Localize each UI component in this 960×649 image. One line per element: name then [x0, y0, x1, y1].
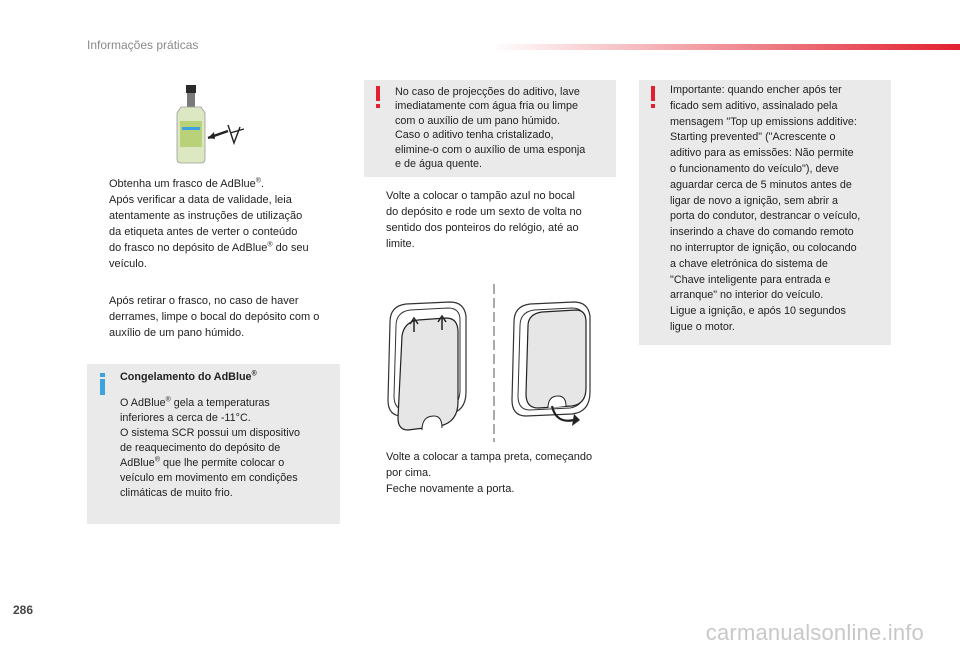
pour-arrowhead — [208, 132, 215, 139]
info-box-body: O AdBlue® gela a temperaturas inferiores a cerca de -11°C. O sistema SCR possui um dispositivo de reaquecimento do depósito de AdBlue® que lhe permite colocar o veículo em movimento em condições climáticas de muito frio. — [120, 396, 301, 499]
step-refit-blue-cap-text: Volte a colocar o tampão azul no bocal do depósito e rode um sexto de volta no sentido dos ponteiros do relógio, até ao limite. — [386, 190, 582, 250]
step-clean-filler-text: Após retirar o frasco, no caso de haver derrames, limpe o bocal do depósito com o auxílio de um pano húmido. — [109, 295, 320, 339]
bottle-cap — [186, 85, 196, 93]
bullet-icon — [364, 188, 386, 252]
steps-refit-cover — [364, 449, 619, 497]
header-accent-bar — [490, 44, 960, 50]
warning-important-text: Importante: quando encher após ter ficado sem aditivo, assinalado pela mensagem "Top up emissions additive: Starting prevented" ("Acrescente o aditivo para as emissões: Não permite o funcionamento do veículo"), deve aguardar cerca de 5 minutos antes de ligar de novo a ignição, sem abrir a porta do condutor, destrancar o veículo, inserindo a chave do comando remoto no interruptor de ignição, ou colocando a chave eletrónica do sistema de "Chave inteligente para entrada e arranque" no interior do veículo. Ligue a ignição, e após 10 segundos ligue o motor. — [670, 84, 861, 333]
info-box-freezing — [87, 364, 340, 524]
warning-icon — [650, 86, 656, 108]
warning-splashes-text: No caso de projecções do aditivo, lave imediatamente com água fria ou limpe com o auxílio de um pano húmido. Caso o aditivo tenha cristalizado, elimine-o com o auxílio de uma esponja e de água quente. — [395, 86, 586, 171]
warning-box-important — [639, 80, 891, 345]
warning-icon — [375, 86, 381, 108]
bullet-icon — [87, 293, 109, 341]
adblue-bottle-illustration — [172, 83, 254, 165]
bullet-icon — [364, 481, 386, 497]
page-number: 286 — [13, 603, 34, 617]
warning-box-splashes — [364, 80, 616, 177]
bottle-label-stripe — [182, 127, 200, 130]
cover-refit-illustration — [378, 282, 608, 444]
step-get-bottle-text: Obtenha um frasco de AdBlue®. Após verificar a data de validade, leia atentamente as instruções de utilização da etiqueta antes de verter o conteúdo do frasco no depósito de AdBlue® do seu veículo. — [109, 177, 309, 270]
info-box-title: Congelamento do AdBlue® — [120, 370, 257, 383]
bottle-label — [180, 121, 202, 147]
step-refit-blue-cap — [364, 188, 616, 252]
step-refit-black-cover: Volte a colocar a tampa preta, começando por cima. — [364, 449, 619, 481]
step-clean-filler — [87, 293, 345, 341]
bottle-neck — [187, 93, 195, 107]
step-get-bottle — [87, 176, 342, 272]
bullet-icon — [364, 449, 386, 481]
section-title: Informações práticas — [87, 38, 199, 52]
info-icon — [100, 373, 106, 395]
rotate-arrowhead — [572, 414, 580, 426]
step-close-door: Feche novamente a porta. — [364, 481, 619, 497]
filler-neck-sketch — [228, 125, 244, 143]
left-cover-flap — [398, 318, 458, 430]
bullet-icon — [87, 176, 109, 272]
watermark: carmanualsonline.info — [705, 620, 924, 645]
right-cover-closed — [526, 310, 586, 408]
